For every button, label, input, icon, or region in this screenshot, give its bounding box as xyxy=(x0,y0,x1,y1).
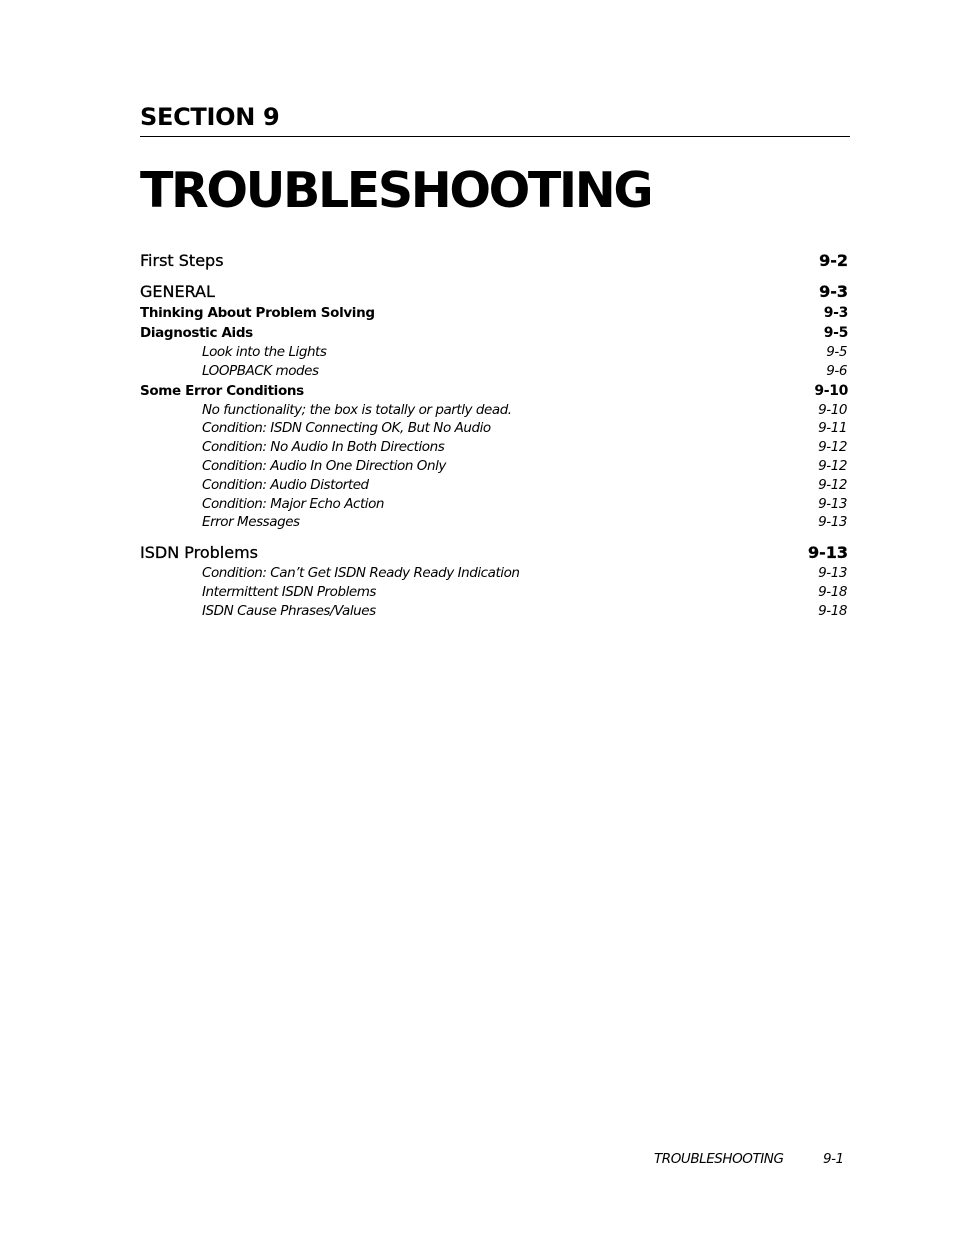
toc-entry-major-echo-action[interactable] xyxy=(140,495,848,514)
toc-entry-label: First Steps xyxy=(140,251,224,270)
page-title: TROUBLESHOOTING xyxy=(140,162,652,219)
toc-entry-page: 9-18 xyxy=(818,583,847,600)
toc-entry-label: Condition: Major Echo Action xyxy=(202,495,385,512)
toc-entry-page: 9-5 xyxy=(823,325,848,341)
toc-entry-isdn-cause-phrases[interactable] xyxy=(140,602,848,621)
toc-entry-first-steps[interactable] xyxy=(140,250,848,272)
toc-entry-page: 9-2 xyxy=(819,251,848,270)
toc-entry-label: LOOPBACK modes xyxy=(202,362,319,379)
toc-entry-label: Condition: ISDN Connecting OK, But No Audio xyxy=(202,420,491,437)
toc-entry-look-into-the-lights[interactable] xyxy=(140,343,848,362)
toc-entry-label: Look into the Lights xyxy=(202,344,327,360)
toc-entry-label: ISDN Problems xyxy=(140,543,258,563)
toc-entry-some-error-conditions[interactable] xyxy=(140,381,848,401)
toc-entry-page: 9-12 xyxy=(818,476,847,493)
section-label: SECTION 9 xyxy=(140,103,280,131)
toc-entry-diagnostic-aids[interactable] xyxy=(140,323,848,343)
page-footer xyxy=(0,1151,954,1171)
toc-entry-label: Error Messages xyxy=(202,514,300,531)
footer-running-title: TROUBLESHOOTING xyxy=(654,1151,784,1167)
toc-entry-label: Intermittent ISDN Problems xyxy=(202,583,377,600)
section-rule xyxy=(140,136,850,137)
toc-entry-page: 9-13 xyxy=(818,514,847,531)
toc-entry-page: 9-5 xyxy=(826,344,847,360)
toc-entry-label: Condition: Can’t Get ISDN Ready Ready Indication xyxy=(202,565,520,582)
toc-entry-no-functionality[interactable] xyxy=(140,401,848,420)
toc-entry-label: No functionality; the box is totally or partly dead. xyxy=(202,401,512,418)
toc-entry-label: Condition: Audio In One Direction Only xyxy=(202,457,446,474)
toc-entry-error-messages[interactable] xyxy=(140,513,848,532)
toc-entry-thinking-about-problem-solving[interactable] xyxy=(140,303,848,323)
toc-entry-page: 9-13 xyxy=(807,543,848,563)
toc-entry-page: 9-10 xyxy=(814,382,848,399)
toc-entry-cant-get-isdn-ready[interactable] xyxy=(140,564,848,583)
toc-entry-audio-one-direction[interactable] xyxy=(140,457,848,476)
toc-entry-label: GENERAL xyxy=(140,282,215,301)
toc-entry-general[interactable] xyxy=(140,281,848,303)
toc-entry-page: 9-18 xyxy=(818,602,847,619)
toc-entry-page: 9-10 xyxy=(818,401,847,418)
table-of-contents xyxy=(140,250,848,621)
toc-entry-no-audio-both-directions[interactable] xyxy=(140,438,848,457)
footer-page-number: 9-1 xyxy=(823,1151,844,1167)
toc-entry-audio-distorted[interactable] xyxy=(140,476,848,495)
toc-entry-intermittent-isdn-problems[interactable] xyxy=(140,583,848,602)
toc-entry-page: 9-6 xyxy=(826,362,847,379)
toc-entry-label: Some Error Conditions xyxy=(140,382,304,399)
toc-entry-label: Condition: No Audio In Both Directions xyxy=(202,439,445,456)
toc-entry-page: 9-12 xyxy=(818,457,847,474)
toc-entry-label: Thinking About Problem Solving xyxy=(140,305,375,321)
toc-entry-isdn-problems[interactable] xyxy=(140,542,848,564)
toc-entry-label: ISDN Cause Phrases/Values xyxy=(202,602,376,619)
toc-entry-page: 9-3 xyxy=(819,282,848,301)
toc-entry-page: 9-11 xyxy=(818,420,847,437)
toc-entry-loopback-modes[interactable] xyxy=(140,362,848,381)
toc-entry-label: Condition: Audio Distorted xyxy=(202,476,369,493)
toc-entry-label: Diagnostic Aids xyxy=(140,325,253,341)
toc-entry-page: 9-13 xyxy=(818,495,847,512)
toc-entry-isdn-connecting-ok-no-audio[interactable] xyxy=(140,419,848,438)
toc-entry-page: 9-3 xyxy=(823,305,848,321)
toc-entry-page: 9-13 xyxy=(818,565,847,582)
toc-entry-page: 9-12 xyxy=(818,439,847,456)
